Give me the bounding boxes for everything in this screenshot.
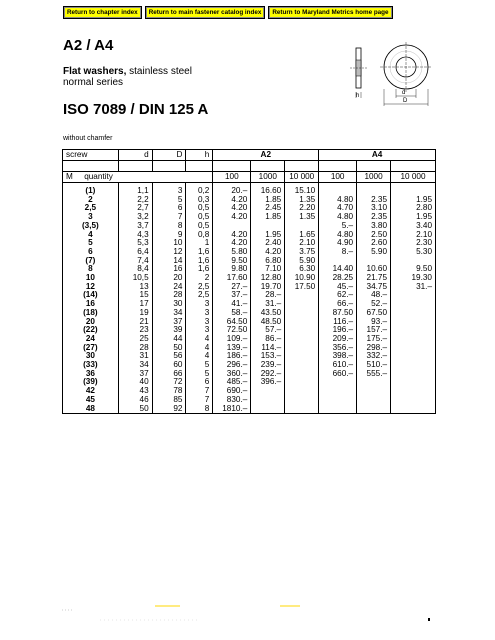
inner-diameter-cell: 1,1	[118, 187, 152, 196]
outer-diameter-cell: 14	[152, 257, 186, 266]
thickness-cell: 4	[186, 352, 213, 361]
a2-price-cell: 360.–	[213, 370, 251, 379]
screw-size-cell: 16	[63, 300, 119, 309]
a2-price-cell: 6.30	[285, 265, 319, 274]
thickness-cell: 7	[186, 387, 213, 396]
a4-price-cell	[357, 396, 391, 405]
a4-price-cell: 298.–	[357, 344, 391, 353]
inner-diameter-cell: 37	[118, 370, 152, 379]
a4-price-cell: 175.–	[357, 335, 391, 344]
a4-price-cell: 398.–	[319, 352, 357, 361]
table-row	[63, 370, 436, 379]
a2-price-cell: 17.60	[213, 274, 251, 283]
a2-price-cell: 48.50	[251, 318, 285, 327]
screw-size-cell: (27)	[63, 344, 119, 353]
washer-table	[62, 149, 436, 414]
a4-price-cell	[391, 318, 436, 327]
footer-decoration	[0, 600, 495, 640]
a4-price-cell: 196.–	[319, 326, 357, 335]
a2-price-cell: 3.75	[285, 248, 319, 257]
table-blank-row	[63, 161, 436, 172]
a2-price-cell: 485.–	[213, 378, 251, 387]
screw-size-cell: 5	[63, 239, 119, 248]
inner-diameter-cell: 23	[118, 326, 152, 335]
thickness-cell: 0,8	[186, 231, 213, 240]
outer-diameter-cell: 8	[152, 222, 186, 231]
a2-price-cell: 15.10	[285, 187, 319, 196]
inner-diameter-cell: 46	[118, 396, 152, 405]
inner-diameter-cell: 8,4	[118, 265, 152, 274]
a2-price-cell: 57.–	[251, 326, 285, 335]
a4-price-cell	[391, 396, 436, 405]
screw-size-cell: (33)	[63, 361, 119, 370]
screw-size-cell: 2	[63, 196, 119, 205]
inner-diameter-cell: 13	[118, 283, 152, 292]
a2-price-cell: 6.80	[251, 257, 285, 266]
a4-price-cell: 93.–	[357, 318, 391, 327]
inner-diameter-cell: 50	[118, 405, 152, 414]
header-d: d	[118, 150, 152, 161]
outer-diameter-cell: 9	[152, 231, 186, 240]
a2-price-cell: 2.10	[285, 239, 319, 248]
screw-size-cell: 10	[63, 274, 119, 283]
subtitle-line2: normal series	[63, 77, 124, 88]
quantity-a2-100: 100	[213, 172, 251, 183]
return-catalog-index-link[interactable]: Return to main fastener catalog index	[145, 6, 266, 19]
thickness-cell: 4	[186, 335, 213, 344]
a4-price-cell: 4.80	[319, 213, 357, 222]
a4-price-cell: 48.–	[357, 291, 391, 300]
a4-price-cell	[319, 378, 357, 387]
a2-price-cell: 19.70	[251, 283, 285, 292]
a4-price-cell: 4.90	[319, 239, 357, 248]
a2-price-cell: 58.–	[213, 309, 251, 318]
a4-price-cell	[391, 361, 436, 370]
a4-price-cell	[391, 344, 436, 353]
a2-price-cell	[285, 370, 319, 379]
inner-diameter-cell: 4,3	[118, 231, 152, 240]
thickness-cell: 1,6	[186, 248, 213, 257]
a4-price-cell: 332.–	[357, 352, 391, 361]
outer-diameter-cell: 20	[152, 274, 186, 283]
outer-diameter-cell: 85	[152, 396, 186, 405]
thickness-cell: 7	[186, 396, 213, 405]
screw-size-cell: 30	[63, 352, 119, 361]
a2-price-cell: 153.–	[251, 352, 285, 361]
header-screw: screw	[63, 150, 119, 161]
screw-size-cell: 48	[63, 405, 119, 414]
a4-price-cell: 3.40	[391, 222, 436, 231]
a4-price-cell: 1.95	[391, 213, 436, 222]
outer-diameter-cell: 39	[152, 326, 186, 335]
a4-price-cell: 67.50	[357, 309, 391, 318]
a4-price-cell: 14.40	[319, 265, 357, 274]
thickness-cell: 0,5	[186, 222, 213, 231]
outer-diameter-cell: 5	[152, 196, 186, 205]
table-row	[63, 396, 436, 405]
thickness-cell: 4	[186, 344, 213, 353]
a4-price-cell: 660.–	[319, 370, 357, 379]
a4-price-cell	[319, 396, 357, 405]
thickness-cell: 1,6	[186, 265, 213, 274]
a4-price-cell: 34.75	[357, 283, 391, 292]
a4-price-cell: 8.–	[319, 248, 357, 257]
inner-diameter-cell: 10,5	[118, 274, 152, 283]
a4-price-cell	[391, 309, 436, 318]
a2-price-cell: 4.20	[251, 248, 285, 257]
screw-size-cell: 6	[63, 248, 119, 257]
outer-diameter-cell: 60	[152, 361, 186, 370]
screw-size-cell: 12	[63, 283, 119, 292]
table-row	[63, 405, 436, 414]
a4-price-cell: 4.70	[319, 204, 357, 213]
a4-price-cell: 28.25	[319, 274, 357, 283]
a4-price-cell	[357, 387, 391, 396]
a2-price-cell	[251, 405, 285, 414]
a2-price-cell: 690.–	[213, 387, 251, 396]
a2-price-cell: 114.–	[251, 344, 285, 353]
a2-price-cell	[285, 335, 319, 344]
a4-price-cell: 5.90	[357, 248, 391, 257]
inner-diameter-cell: 31	[118, 352, 152, 361]
a4-price-cell	[319, 405, 357, 414]
a2-price-cell: 1.85	[251, 213, 285, 222]
a2-price-cell: 4.20	[213, 231, 251, 240]
thickness-cell: 0,5	[186, 204, 213, 213]
screw-size-cell: 2,5	[63, 204, 119, 213]
header-h: h	[186, 150, 213, 161]
screw-size-cell: 42	[63, 387, 119, 396]
inner-diameter-cell: 25	[118, 335, 152, 344]
a4-price-cell: 10.60	[357, 265, 391, 274]
a2-price-cell: 2.45	[251, 204, 285, 213]
outer-diameter-cell: 10	[152, 239, 186, 248]
screw-size-cell: 4	[63, 231, 119, 240]
a2-price-cell	[285, 300, 319, 309]
a4-price-cell	[391, 405, 436, 414]
a2-price-cell: 2.20	[285, 204, 319, 213]
inner-diameter-cell: 3,2	[118, 213, 152, 222]
table-row	[63, 248, 436, 257]
a4-price-cell: 116.–	[319, 318, 357, 327]
a4-price-cell: 4.80	[319, 196, 357, 205]
a2-price-cell: 186.–	[213, 352, 251, 361]
thickness-cell: 8	[186, 405, 213, 414]
a2-price-cell: 31.–	[251, 300, 285, 309]
a2-price-cell: 4.20	[213, 204, 251, 213]
thickness-cell: 3	[186, 309, 213, 318]
a4-price-cell: 2.30	[391, 239, 436, 248]
inner-diameter-cell: 21	[118, 318, 152, 327]
a2-price-cell: 27.–	[213, 283, 251, 292]
a2-price-cell: 7.10	[251, 265, 285, 274]
a2-price-cell: 10.90	[285, 274, 319, 283]
a4-price-cell: 2.35	[357, 196, 391, 205]
screw-size-cell: 45	[63, 396, 119, 405]
outer-diameter-cell: 56	[152, 352, 186, 361]
screw-size-cell: 3	[63, 213, 119, 222]
a2-price-cell: 2.40	[251, 239, 285, 248]
table-row	[63, 387, 436, 396]
a2-price-cell: 4.20	[213, 196, 251, 205]
a2-price-cell	[285, 291, 319, 300]
a2-price-cell	[285, 318, 319, 327]
a2-price-cell: 64.50	[213, 318, 251, 327]
quantity-a4-10000: 10 000	[391, 172, 436, 183]
a2-price-cell: 296.–	[213, 361, 251, 370]
a2-price-cell: 37.–	[213, 291, 251, 300]
a2-price-cell	[285, 405, 319, 414]
outer-diameter-cell: 12	[152, 248, 186, 257]
thickness-cell: 5	[186, 361, 213, 370]
quantity-a2-10000: 10 000	[285, 172, 319, 183]
inner-diameter-cell: 34	[118, 361, 152, 370]
outer-diameter-cell: 16	[152, 265, 186, 274]
a4-price-cell: 31.–	[391, 283, 436, 292]
a4-price-cell	[391, 387, 436, 396]
a2-price-cell: 1.65	[285, 231, 319, 240]
a4-price-cell	[357, 405, 391, 414]
inner-diameter-cell: 43	[118, 387, 152, 396]
a2-price-cell	[285, 309, 319, 318]
a2-price-cell: 28.–	[251, 291, 285, 300]
inner-diameter-cell: 15	[118, 291, 152, 300]
a2-price-cell: 1.95	[251, 231, 285, 240]
label-D: D	[403, 98, 408, 104]
washer-diagram	[340, 40, 440, 108]
table-header-row	[63, 150, 436, 161]
outer-diameter-cell: 78	[152, 387, 186, 396]
a2-price-cell	[285, 387, 319, 396]
thickness-cell: 0,5	[186, 213, 213, 222]
a4-price-cell: 2.50	[357, 231, 391, 240]
thickness-cell: 3	[186, 300, 213, 309]
a2-price-cell: 4.20	[213, 239, 251, 248]
a4-price-cell: 356.–	[319, 344, 357, 353]
outer-diameter-cell: 34	[152, 309, 186, 318]
a4-price-cell: 610.–	[319, 361, 357, 370]
a2-price-cell: 1.85	[251, 196, 285, 205]
a4-price-cell: 2.80	[391, 204, 436, 213]
thickness-cell: 1,6	[186, 257, 213, 266]
header-a4: A4	[319, 150, 436, 161]
thickness-cell: 5	[186, 370, 213, 379]
quantity-a2-1000: 1000	[251, 172, 285, 183]
a2-price-cell: 109.–	[213, 335, 251, 344]
a2-price-cell: 86.–	[251, 335, 285, 344]
a2-price-cell: 16.60	[251, 187, 285, 196]
return-chapter-index-link[interactable]: Return to chapter index	[63, 6, 142, 19]
nav-bar	[63, 6, 393, 19]
subtitle-rest: stainless steel	[126, 66, 192, 77]
screw-size-cell: 8	[63, 265, 119, 274]
a4-price-cell	[391, 378, 436, 387]
a2-price-cell: 5.90	[285, 257, 319, 266]
subheader-m-quantity: M quantity	[63, 172, 213, 183]
outer-diameter-cell: 24	[152, 283, 186, 292]
header-a2: A2	[213, 150, 319, 161]
quantity-a4-100: 100	[319, 172, 357, 183]
a2-price-cell: 1.35	[285, 213, 319, 222]
a2-price-cell: 5.80	[213, 248, 251, 257]
a2-price-cell: 396.–	[251, 378, 285, 387]
a4-price-cell: 66.–	[319, 300, 357, 309]
quantity-a4-1000: 1000	[357, 172, 391, 183]
a2-price-cell: 830.–	[213, 396, 251, 405]
a4-price-cell: 52.–	[357, 300, 391, 309]
a4-price-cell: 5.30	[391, 248, 436, 257]
chamfer-note: without chamfer	[63, 135, 113, 142]
a4-price-cell: 209.–	[319, 335, 357, 344]
thickness-cell: 2,5	[186, 283, 213, 292]
a4-price-cell	[391, 326, 436, 335]
a4-price-cell: 1.95	[391, 196, 436, 205]
screw-size-cell: (22)	[63, 326, 119, 335]
label-d: d	[402, 90, 406, 96]
inner-diameter-cell: 19	[118, 309, 152, 318]
inner-diameter-cell: 2,2	[118, 196, 152, 205]
screw-size-cell: (1)	[63, 187, 119, 196]
a4-price-cell: 157.–	[357, 326, 391, 335]
thickness-cell: 1	[186, 239, 213, 248]
a2-price-cell: 72.50	[213, 326, 251, 335]
a4-price-cell	[391, 335, 436, 344]
table-row	[63, 378, 436, 387]
a2-price-cell: 1810.–	[213, 405, 251, 414]
a2-price-cell: 9.80	[213, 265, 251, 274]
inner-diameter-cell: 28	[118, 344, 152, 353]
outer-diameter-cell: 50	[152, 344, 186, 353]
a4-price-cell: 3.80	[357, 222, 391, 231]
a4-price-cell	[391, 370, 436, 379]
a2-price-cell: 17.50	[285, 283, 319, 292]
a2-price-cell: 20.–	[213, 187, 251, 196]
outer-diameter-cell: 28	[152, 291, 186, 300]
label-h: h	[356, 93, 360, 99]
a4-price-cell: 2.10	[391, 231, 436, 240]
a4-price-cell	[391, 291, 436, 300]
a2-price-cell	[251, 387, 285, 396]
a2-price-cell: 4.20	[213, 213, 251, 222]
thickness-cell: 6	[186, 378, 213, 387]
return-home-page-link[interactable]: Return to Maryland Metrics home page	[268, 6, 392, 19]
a4-price-cell: 510.–	[357, 361, 391, 370]
inner-diameter-cell: 2,7	[118, 204, 152, 213]
a2-price-cell	[251, 396, 285, 405]
thickness-cell: 2	[186, 274, 213, 283]
a4-price-cell: 45.–	[319, 283, 357, 292]
header-D: D	[152, 150, 186, 161]
inner-diameter-cell: 40	[118, 378, 152, 387]
inner-diameter-cell: 5,3	[118, 239, 152, 248]
a2-price-cell: 292.–	[251, 370, 285, 379]
a2-price-cell	[285, 378, 319, 387]
thickness-cell: 3	[186, 326, 213, 335]
a2-price-cell	[285, 361, 319, 370]
screw-size-cell: (3,5)	[63, 222, 119, 231]
page-title: A2 / A4	[63, 37, 114, 54]
subtitle-bold: Flat washers,	[63, 66, 127, 77]
screw-size-cell: (39)	[63, 378, 119, 387]
a2-price-cell	[285, 352, 319, 361]
a4-price-cell: 2.60	[357, 239, 391, 248]
a2-price-cell	[285, 326, 319, 335]
a4-price-cell	[319, 387, 357, 396]
screw-size-cell: 36	[63, 370, 119, 379]
a4-price-cell: 87.50	[319, 309, 357, 318]
a2-price-cell: 9.50	[213, 257, 251, 266]
a2-price-cell: 139.–	[213, 344, 251, 353]
outer-diameter-cell: 30	[152, 300, 186, 309]
outer-diameter-cell: 6	[152, 204, 186, 213]
a4-price-cell: 3.10	[357, 204, 391, 213]
inner-diameter-cell: 6,4	[118, 248, 152, 257]
outer-diameter-cell: 92	[152, 405, 186, 414]
a2-price-cell: 41.–	[213, 300, 251, 309]
a4-price-cell: 4.80	[319, 231, 357, 240]
screw-size-cell: (14)	[63, 291, 119, 300]
screw-size-cell: 24	[63, 335, 119, 344]
a4-price-cell: 19.30	[391, 274, 436, 283]
outer-diameter-cell: 44	[152, 335, 186, 344]
a4-price-cell	[391, 300, 436, 309]
product-subtitle	[63, 66, 192, 88]
a2-price-cell	[285, 396, 319, 405]
outer-diameter-cell: 3	[152, 187, 186, 196]
a4-price-cell: 9.50	[391, 265, 436, 274]
a4-price-cell: 5.–	[319, 222, 357, 231]
standard-title: ISO 7089 / DIN 125 A	[63, 101, 209, 118]
outer-diameter-cell: 72	[152, 378, 186, 387]
table-body	[63, 183, 436, 414]
a2-price-cell: 239.–	[251, 361, 285, 370]
thickness-cell: 0,2	[186, 187, 213, 196]
inner-diameter-cell: 17	[118, 300, 152, 309]
table-subheader-row	[63, 172, 436, 183]
a4-price-cell: 2.35	[357, 213, 391, 222]
outer-diameter-cell: 7	[152, 213, 186, 222]
thickness-cell: 2,5	[186, 291, 213, 300]
a4-price-cell: 21.75	[357, 274, 391, 283]
inner-diameter-cell: 7,4	[118, 257, 152, 266]
a2-price-cell	[285, 344, 319, 353]
thickness-cell: 3	[186, 318, 213, 327]
outer-diameter-cell: 66	[152, 370, 186, 379]
a2-price-cell: 12.80	[251, 274, 285, 283]
thickness-cell: 0,3	[186, 196, 213, 205]
a4-price-cell: 62.–	[319, 291, 357, 300]
a4-price-cell: 555.–	[357, 370, 391, 379]
a4-price-cell	[391, 352, 436, 361]
screw-size-cell: 20	[63, 318, 119, 327]
screw-size-cell: (18)	[63, 309, 119, 318]
a2-price-cell: 1.35	[285, 196, 319, 205]
inner-diameter-cell: 3,7	[118, 222, 152, 231]
screw-size-cell: (7)	[63, 257, 119, 266]
a2-price-cell: 43.50	[251, 309, 285, 318]
a4-price-cell	[357, 378, 391, 387]
outer-diameter-cell: 37	[152, 318, 186, 327]
